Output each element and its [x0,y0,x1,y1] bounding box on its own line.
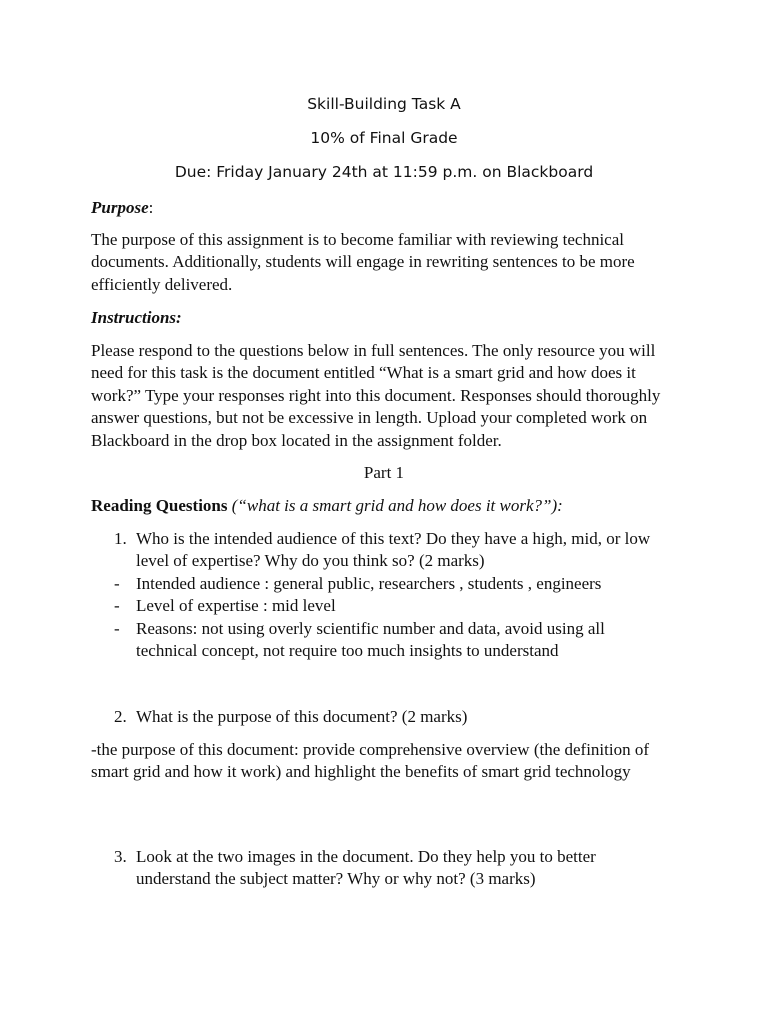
grade-weight: 10% of Final Grade [310,129,458,147]
reading-questions-heading [91,495,691,517]
part-label: Part 1 [363,463,405,482]
q1-answer-reasons-text: Reasons: not using overly scientific number and data, avoid using all technical concept, not require too much insights to understand [136,619,605,661]
question-2-number: 2. [114,707,127,726]
purpose-heading-label: Purpose [91,198,149,217]
instructions-heading: Instructions: [91,308,182,327]
purpose-paragraph: The purpose of this assignment is to become familiar with reviewing technical documents. Additionally, students will engage in rewriting sentences to be more efficiently delivered. [91,230,635,294]
bullet-marker: - [114,574,120,593]
reading-questions-label: Reading Questions [91,496,228,515]
q1-answer-audience-text: Intended audience : general public, researchers , students , engineers [136,574,602,593]
reading-questions-source: (“what is a smart grid and how does it work?”): [231,496,563,515]
assignment-title: Skill-Building Task A [307,95,461,113]
q1-answer-expertise-text: Level of expertise : mid level [136,596,336,615]
question-3-number: 3. [114,847,127,866]
question-1-text: Who is the intended audience of this text? Do they have a high, mid, or low level of expertise? Why do you think so? (2 marks) [136,529,651,571]
question-3-text: Look at the two images in the document. Do they help you to better understand the subject matter? Why or why not? (3 marks) [136,847,596,889]
bullet-marker: - [114,619,120,638]
instructions-paragraph: Please respond to the questions below in full sentences. The only resource you will need for this task is the document entitled “What is a smart grid and how does it work?” Type your responses right into this document. Responses should thoroughly answer questions, but not be excessive in length. Upload your completed work on Blackboard in the drop box located in the assignment folder. [91,341,661,450]
question-2-text: What is the purpose of this document? (2 marks) [136,707,468,726]
purpose-heading-colon: : [148,198,154,217]
due-date: Due: Friday January 24th at 11:59 p.m. on Blackboard [174,163,594,181]
purpose-heading [91,197,691,219]
bullet-marker: - [114,596,120,615]
question-1-number: 1. [114,529,127,548]
q2-answer: -the purpose of this document: provide comprehensive overview (the definition of smart grid and how it work) and highlight the benefits of smart grid technology [91,740,650,782]
